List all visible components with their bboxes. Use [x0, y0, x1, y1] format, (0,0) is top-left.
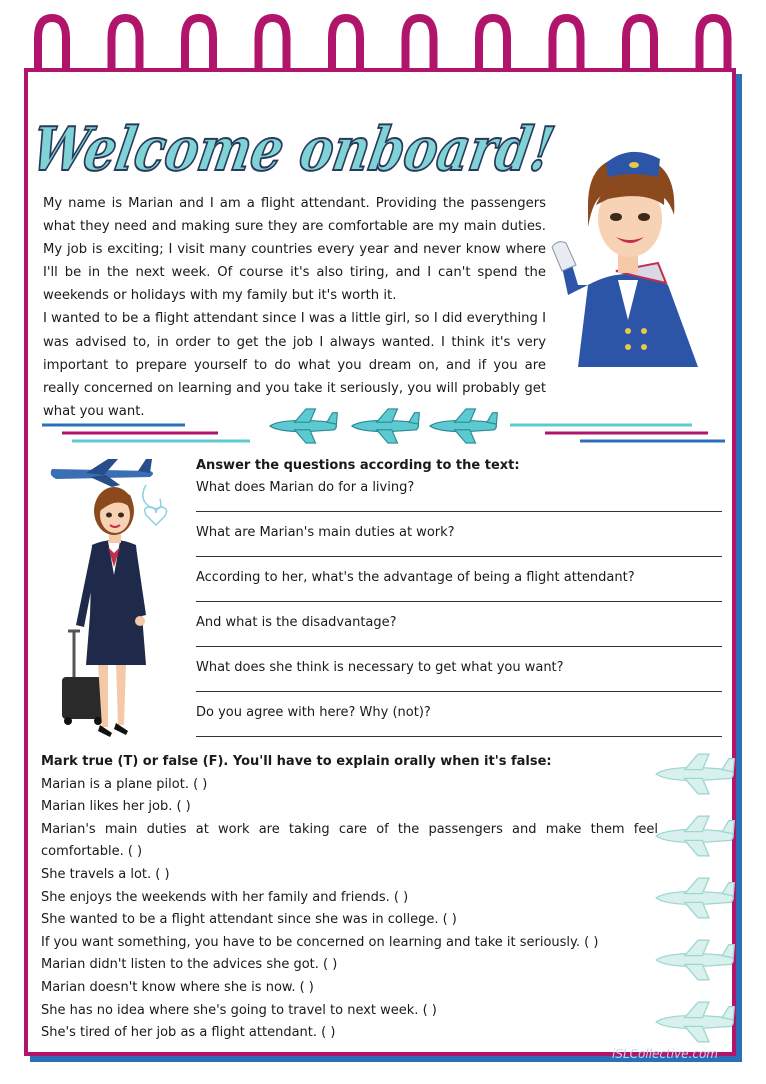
true-false-statement: She has no idea where she's going to travel to next week. ( )	[41, 1002, 437, 1018]
airplane-icon	[270, 409, 337, 443]
airplane-icon	[656, 816, 734, 856]
answer-line[interactable]	[196, 601, 722, 602]
answer-line[interactable]	[196, 511, 722, 512]
question-text: What are Marian's main duties at work?	[196, 525, 455, 540]
answer-line[interactable]	[196, 691, 722, 692]
watermark: iSLCollective.com	[612, 1047, 718, 1061]
true-false-statement: She wanted to be a flight attendant since she was in college. ( )	[41, 912, 457, 928]
true-false-statement: Marian doesn't know where she is now. ( )	[41, 979, 314, 995]
question-text: What does she think is necessary to get what you want?	[196, 660, 564, 675]
true-false-statement: Marian's main duties at work are taking care of the passengers and make them feel comfortable. ( )	[41, 821, 658, 860]
title-text: Welcome onboard!	[26, 114, 667, 185]
answer-line[interactable]	[196, 646, 722, 647]
intro-paragraph-1: My name is Marian and I am a flight attendant. Providing the passengers what they need and making sure they are comfortable are my main duties. My job is exciting; I visit many countries every year and never know where I'll be in the next week. Of course it's also tiring, and I can't spend the weekends or holidays with my family but it's worth it.	[43, 196, 546, 304]
question-item	[196, 613, 722, 658]
true-false-statement: Marian is a plane pilot. ( )	[41, 776, 208, 792]
question-text: According to her, what's the advantage of being a flight attendant?	[196, 570, 635, 585]
airplane-icon	[430, 409, 497, 443]
airplane-icon	[51, 459, 153, 487]
true-false-statement: Marian likes her job. ( )	[41, 799, 191, 815]
question-item	[196, 703, 722, 748]
airplane-icon	[656, 940, 734, 980]
decorative-divider	[40, 405, 730, 447]
true-false-statement: She enjoys the weekends with her family and friends. ( )	[41, 889, 409, 905]
question-text: And what is the disadvantage?	[196, 615, 397, 630]
answer-line[interactable]	[196, 736, 722, 737]
intro-paragraph-2: I wanted to be a flight attendant since I was a little girl, so I did everything I was advised to, in order to get the job I always wanted. I think it's very important to prepare yourself to do what you dream on, and if you are really concerned on learning and you take it seriously, you will probably get what you want.	[43, 311, 546, 419]
question-item	[196, 658, 722, 703]
question-text: Do you agree with here? Why (not)?	[196, 705, 431, 720]
question-item	[196, 568, 722, 613]
question-item	[196, 523, 722, 568]
intro-text	[43, 192, 546, 423]
question-text: What does Marian do for a living?	[196, 480, 415, 495]
airplane-icon	[352, 409, 419, 443]
airplane-icon	[656, 1002, 734, 1042]
true-false-statement: If you want something, you have to be concerned on learning and take it seriously. ( )	[41, 934, 599, 950]
page-title	[26, 110, 667, 188]
questions-heading: Answer the questions according to the text:	[196, 458, 520, 473]
true-false-statement: She's tired of her job as a flight attendant. ( )	[41, 1025, 336, 1041]
airplane-icon	[656, 878, 734, 918]
true-false-heading: Mark true (T) or false (F). You'll have to explain orally when it's false:	[41, 754, 552, 769]
flight-attendant-waving-illustration	[548, 135, 708, 370]
airplane-icon	[656, 754, 734, 794]
questions-section	[196, 456, 722, 748]
true-false-section	[41, 751, 658, 1045]
true-false-statement: Marian didn't listen to the advices she got. ( )	[41, 957, 338, 973]
side-airplanes-decoration	[652, 748, 744, 1048]
question-item	[196, 478, 722, 523]
true-false-statement: She travels a lot. ( )	[41, 866, 170, 882]
answer-line[interactable]	[196, 556, 722, 557]
flight-attendant-luggage-illustration	[46, 455, 186, 740]
